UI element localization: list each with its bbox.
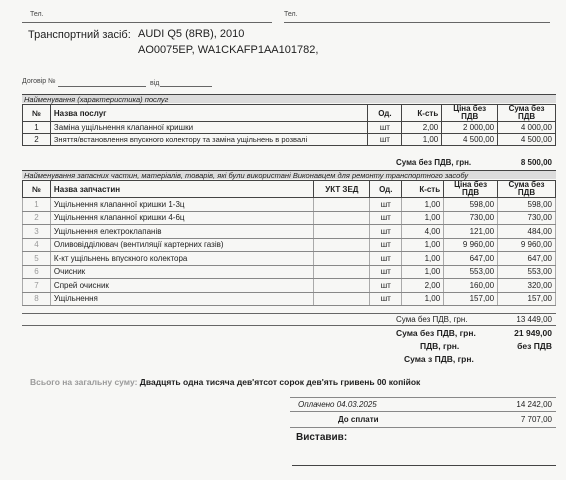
table-row — [23, 292, 556, 306]
table-row — [23, 198, 556, 212]
part-name: Ущільнення клапанної кришки 1-3ц — [50, 198, 314, 212]
sum-in-words — [30, 377, 420, 387]
part-unit: шт — [370, 198, 402, 212]
part-code — [314, 198, 370, 212]
part-sum: 598,00 — [498, 198, 556, 212]
part-price: 9 960,00 — [444, 238, 498, 252]
services-col-name: Назва послуг — [50, 105, 368, 122]
part-name: Оливовідділювач (вентиляції картерних газів) — [50, 238, 314, 252]
services-total-value: 8 500,00 — [520, 158, 552, 167]
parts-col-no: № — [23, 181, 51, 198]
part-name: Ущільнення клапанної кришки 4-6ц — [50, 211, 314, 225]
part-no: 7 — [23, 279, 51, 293]
grand-total-value: 21 949,00 — [514, 328, 552, 338]
part-name: Спрей очисник — [50, 279, 314, 293]
part-sum: 484,00 — [498, 225, 556, 239]
part-code — [314, 238, 370, 252]
part-unit: шт — [370, 279, 402, 293]
services-caption: Найменування (характеристика) послуг — [22, 94, 556, 103]
part-no: 2 — [23, 211, 51, 225]
part-no: 4 — [23, 238, 51, 252]
services-table — [22, 104, 556, 146]
parts-col-name: Назва запчастин — [50, 181, 314, 198]
due-value: 7 707,00 — [520, 415, 552, 424]
part-price: 598,00 — [444, 198, 498, 212]
part-qty: 1,00 — [402, 238, 444, 252]
sum-in-words-label: Всього на загальну суму: — [30, 377, 138, 387]
part-qty: 1,00 — [402, 292, 444, 306]
parts-col-code: УКТ ЗЕД — [314, 181, 370, 198]
table-row — [23, 122, 556, 134]
part-no: 1 — [23, 198, 51, 212]
part-qty: 1,00 — [402, 252, 444, 266]
service-no: 2 — [23, 134, 51, 146]
parts-col-unit: Од. — [370, 181, 402, 198]
service-name: Зняття/встановлення впускного колектору та заміна ущільнень в розвалі — [50, 134, 368, 146]
services-col-no: № — [23, 105, 51, 122]
service-price: 4 500,00 — [442, 134, 498, 146]
parts-table — [22, 180, 556, 306]
part-name: Очисник — [50, 265, 314, 279]
part-unit: шт — [370, 252, 402, 266]
service-price: 2 000,00 — [442, 122, 498, 134]
parts-subtotal-value: 13 449,00 — [516, 315, 552, 324]
part-price: 730,00 — [444, 211, 498, 225]
part-unit: шт — [370, 211, 402, 225]
services-col-sum: Сума без ПДВ — [498, 105, 556, 122]
parts-caption: Найменування запасних частин, матеріалів, товарів, які були використані Виконавцем для ремонту транспортного засобу — [22, 170, 556, 179]
part-code — [314, 252, 370, 266]
parts-col-sum: Сума без ПДВ — [498, 181, 556, 198]
part-price: 157,00 — [444, 292, 498, 306]
service-unit: шт — [368, 122, 402, 134]
part-qty: 2,00 — [402, 279, 444, 293]
vehicle-model: AUDI Q5 (8RB), 2010 — [138, 28, 245, 40]
service-qty: 1,00 — [402, 134, 442, 146]
paid-value: 14 242,00 — [516, 400, 552, 409]
table-row — [23, 134, 556, 146]
part-qty: 1,00 — [402, 265, 444, 279]
part-sum: 553,00 — [498, 265, 556, 279]
services-col-qty: К-сть — [402, 105, 442, 122]
contract-label: Договір № — [22, 78, 56, 85]
paid-label: Оплачено 04.03.2025 — [298, 400, 377, 409]
part-qty: 1,00 — [402, 211, 444, 225]
parts-header-row — [23, 181, 556, 198]
grand-total-label: Сума без ПДВ, грн. — [396, 328, 476, 338]
service-sum: 4 000,00 — [498, 122, 556, 134]
part-no: 3 — [23, 225, 51, 239]
vehicle-label: Транспортний засіб: — [28, 29, 131, 41]
part-price: 160,00 — [444, 279, 498, 293]
part-no: 6 — [23, 265, 51, 279]
services-total-label: Сума без ПДВ, грн. — [396, 158, 472, 167]
part-no: 5 — [23, 252, 51, 266]
part-code — [314, 292, 370, 306]
part-name: Ущільнення електроклапанів — [50, 225, 314, 239]
part-code — [314, 279, 370, 293]
part-no: 8 — [23, 292, 51, 306]
part-sum: 647,00 — [498, 252, 556, 266]
vat-label: ПДВ, грн. — [420, 341, 460, 351]
part-unit: шт — [370, 292, 402, 306]
service-name: Заміна ущільнення клапанної кришки — [50, 122, 368, 134]
part-code — [314, 265, 370, 279]
service-sum: 4 500,00 — [498, 134, 556, 146]
part-price: 647,00 — [444, 252, 498, 266]
issued-by-label: Виставив: — [296, 432, 348, 443]
part-sum: 157,00 — [498, 292, 556, 306]
services-col-price: Ціна без ПДВ — [442, 105, 498, 122]
table-row — [23, 265, 556, 279]
part-name: К-кт ущільнень впускного колектора — [50, 252, 314, 266]
total-with-vat-label: Сума з ПДВ, грн. — [404, 354, 474, 364]
table-row — [23, 225, 556, 239]
tel-right-label: Тел. — [284, 11, 298, 18]
table-row — [23, 211, 556, 225]
tel-left-label: Тел. — [30, 11, 44, 18]
part-code — [314, 211, 370, 225]
part-price: 553,00 — [444, 265, 498, 279]
part-sum: 320,00 — [498, 279, 556, 293]
part-qty: 4,00 — [402, 225, 444, 239]
table-row — [23, 279, 556, 293]
part-unit: шт — [370, 225, 402, 239]
part-sum: 730,00 — [498, 211, 556, 225]
services-col-unit: Од. — [368, 105, 402, 122]
vehicle-plate-vin: AO0075EP, WA1CKAFP1AA101782, — [138, 44, 319, 56]
parts-subtotal-label: Сума без ПДВ, грн. — [396, 315, 468, 324]
sum-in-words-text: Двадцять одна тисяча дев'ятсот сорок дев'ять гривень 00 копійок — [139, 377, 421, 387]
contract-from-label: від — [150, 80, 160, 87]
parts-col-qty: К-сть — [402, 181, 444, 198]
part-qty: 1,00 — [402, 198, 444, 212]
part-unit: шт — [370, 238, 402, 252]
service-unit: шт — [368, 134, 402, 146]
table-row — [23, 238, 556, 252]
due-label: До сплати — [338, 415, 379, 424]
part-code — [314, 225, 370, 239]
part-sum: 9 960,00 — [498, 238, 556, 252]
table-row — [23, 252, 556, 266]
part-price: 121,00 — [444, 225, 498, 239]
service-no: 1 — [23, 122, 51, 134]
parts-col-price: Ціна без ПДВ — [444, 181, 498, 198]
part-name: Ущільнення — [50, 292, 314, 306]
vat-value: без ПДВ — [517, 341, 552, 351]
part-unit: шт — [370, 265, 402, 279]
services-header-row — [23, 105, 556, 122]
service-qty: 2,00 — [402, 122, 442, 134]
